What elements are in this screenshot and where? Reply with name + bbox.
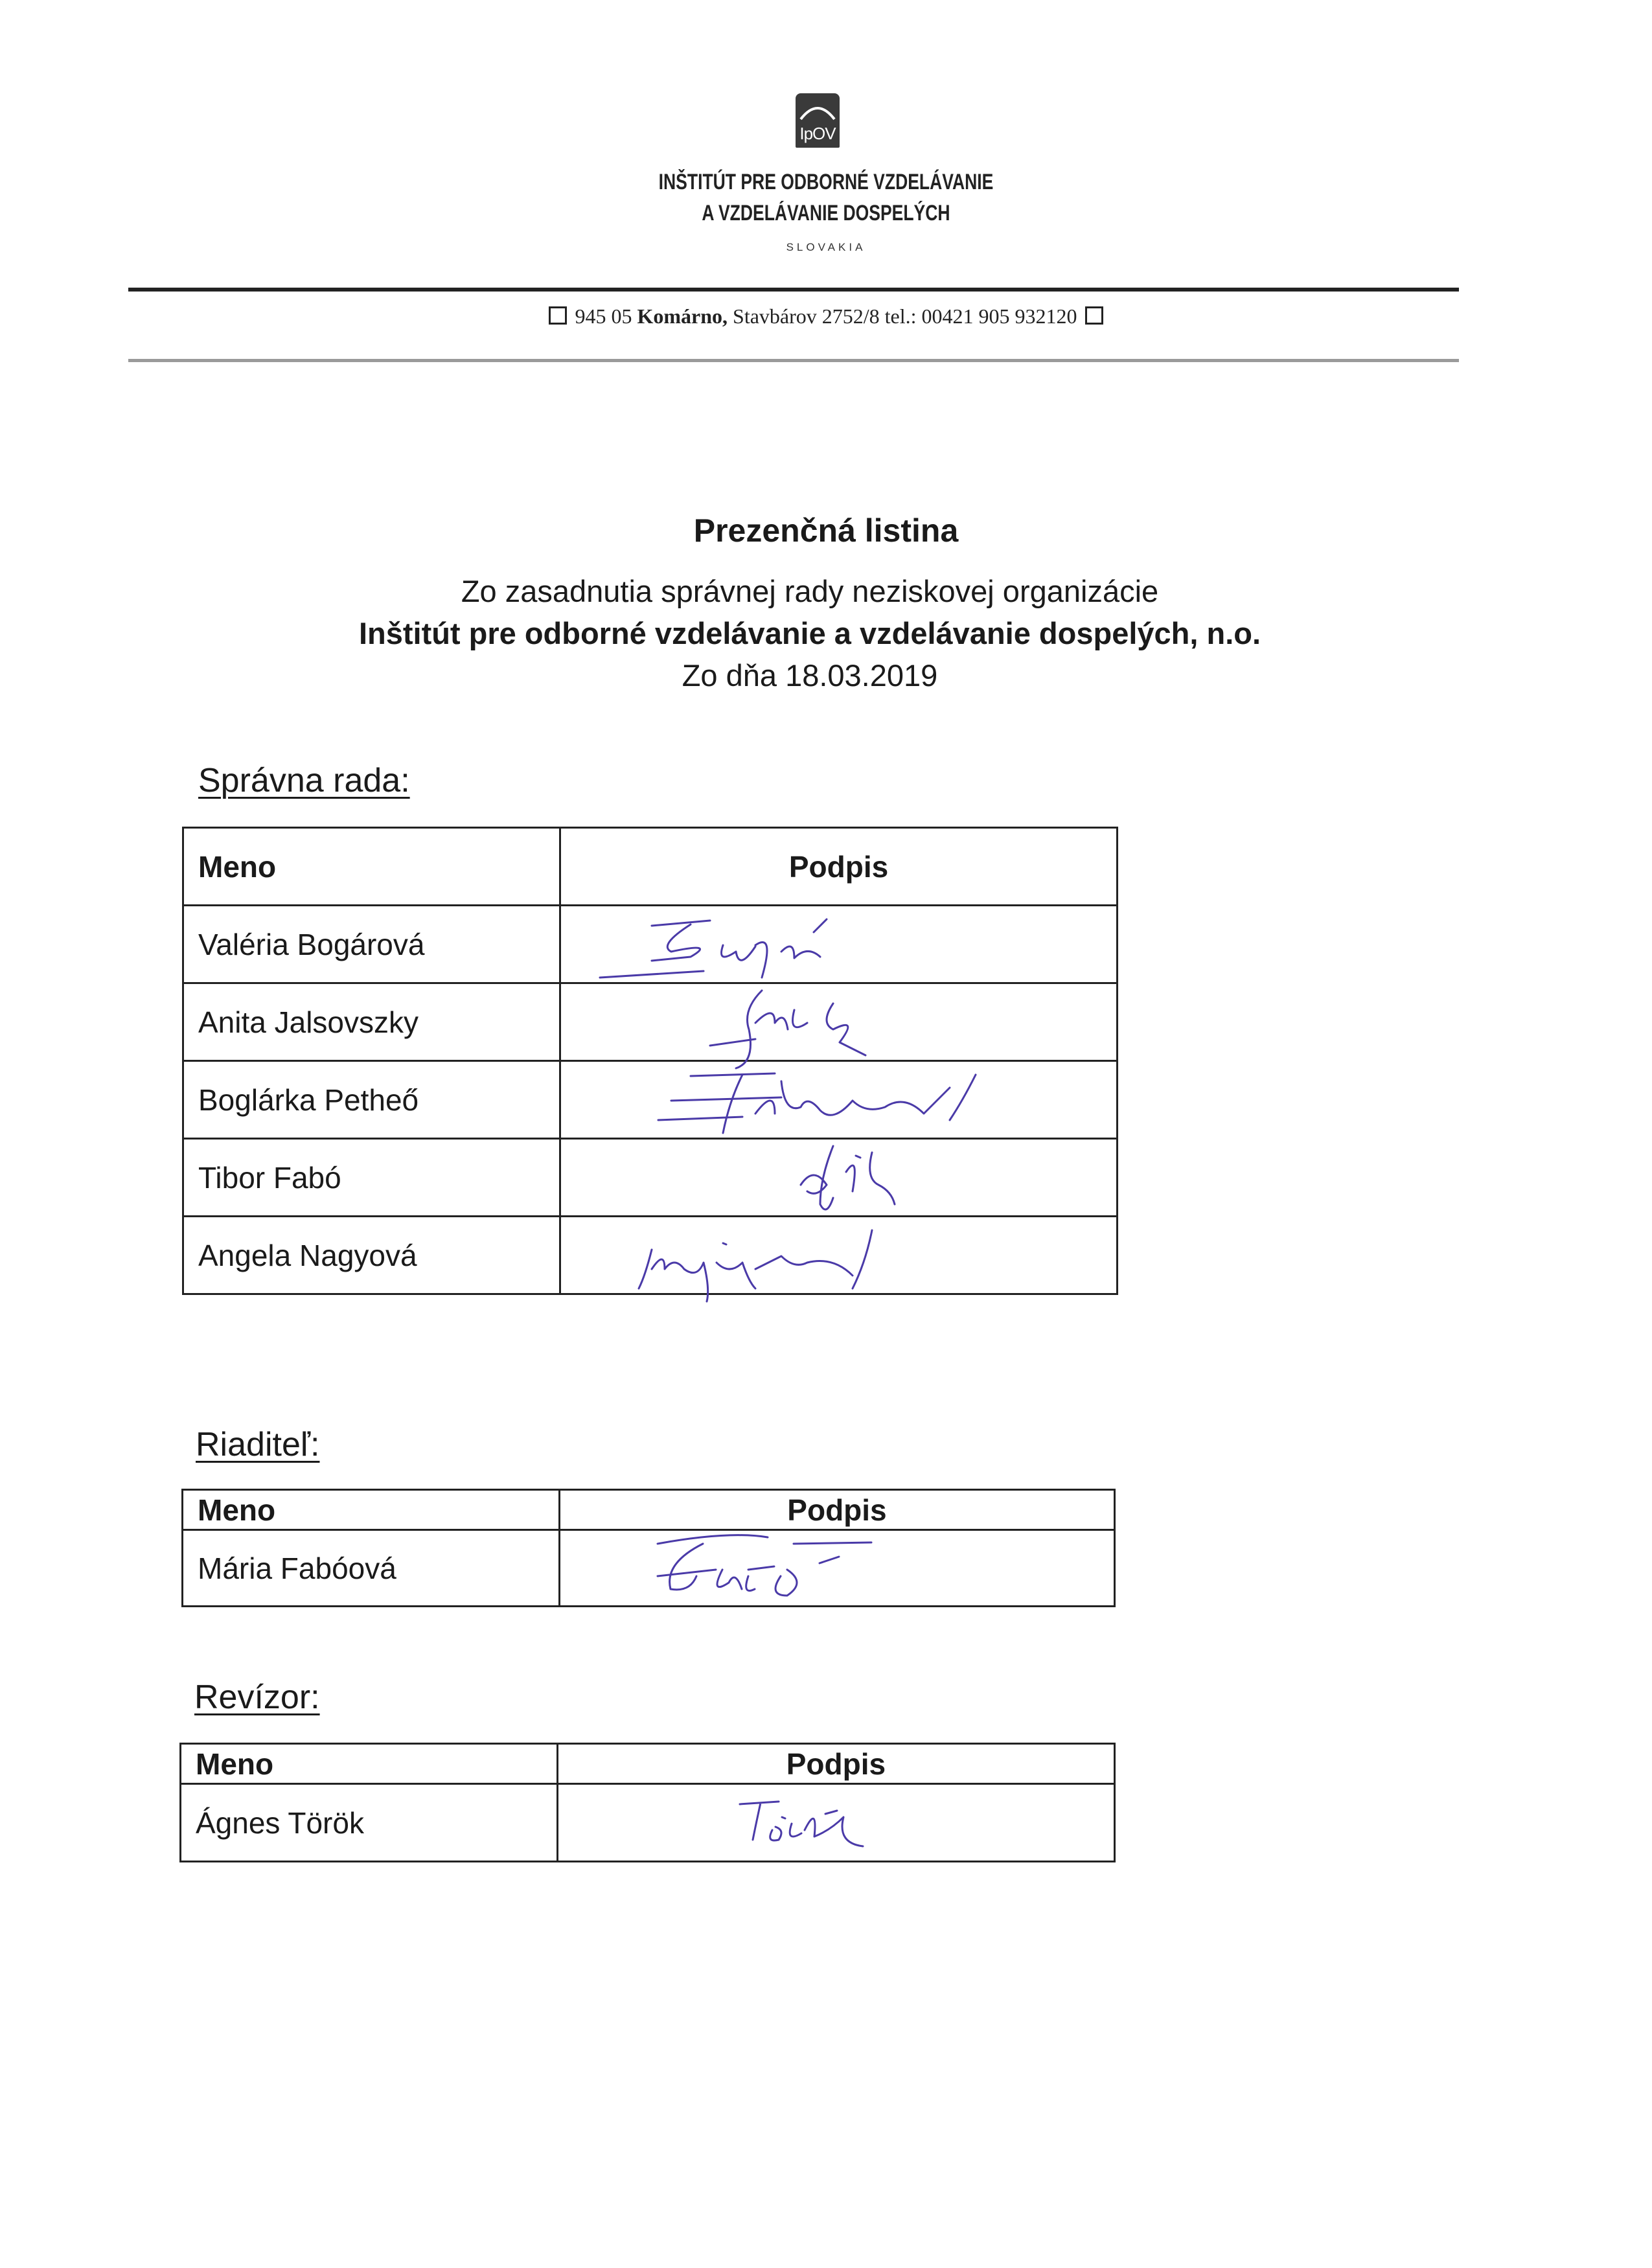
table-row: [183, 906, 1118, 983]
table-row: [183, 1061, 1118, 1139]
table-row: [183, 1530, 1115, 1607]
member-name: Boglárka Petheő: [183, 1061, 560, 1139]
signature-cell: [560, 983, 1118, 1061]
signature-torok: [558, 1785, 1117, 1862]
header-rule-bottom: [128, 359, 1459, 362]
column-header-signature: Podpis: [559, 1490, 1114, 1530]
director-heading: Riaditeľ:: [196, 1426, 320, 1463]
member-name: Ágnes Török: [181, 1784, 558, 1862]
logo-text: IpOV: [799, 124, 836, 143]
signature-cell: [560, 1217, 1118, 1294]
signature-petheo: [561, 1062, 1119, 1140]
member-name: Mária Fabóová: [183, 1530, 560, 1607]
signature-jalsovszky: [561, 984, 1119, 1062]
member-name: Valéria Bogárová: [183, 906, 560, 983]
document-subtitle-1: Zo zasadnutia správnej rady neziskovej organizácie: [461, 574, 1159, 608]
signature-cell: [557, 1784, 1114, 1862]
signature-cell: [560, 1139, 1118, 1217]
table-header-row: [181, 1744, 1115, 1784]
auditor-heading: Revízor:: [194, 1678, 320, 1716]
table-row: [183, 1139, 1118, 1217]
column-header-name: Meno: [181, 1744, 558, 1784]
column-header-name: Meno: [183, 828, 560, 906]
bullet-box-icon: [549, 306, 567, 325]
bullet-box-icon: [1085, 306, 1103, 325]
country-label: SLOVAKIA: [786, 241, 866, 253]
signature-cell: [560, 1061, 1118, 1139]
signature-fabo: [561, 1140, 1119, 1217]
signature-faboova: [560, 1531, 1117, 1607]
column-header-signature: Podpis: [557, 1744, 1114, 1784]
director-table: [181, 1489, 1116, 1607]
table-row: [183, 1217, 1118, 1294]
address-city: Komárno,: [637, 304, 728, 328]
address-line: [453, 304, 1199, 328]
table-header-row: [183, 1490, 1115, 1530]
member-name: Angela Nagyová: [183, 1217, 560, 1294]
column-header-name: Meno: [183, 1490, 560, 1530]
signature-cell: [560, 906, 1118, 983]
address-postcode: 945 05: [575, 304, 632, 328]
table-row: [181, 1784, 1115, 1862]
document-subtitle-2: Inštitút pre odborné vzdelávanie a vzdelávanie dospelých, n.o.: [358, 616, 1261, 650]
institute-name-line1: INŠTITÚT PRE ODBORNÉ VZDELÁVANIE: [658, 170, 994, 194]
signature-nagyova: [561, 1217, 1119, 1295]
address-rest: Stavbárov 2752/8 tel.: 00421 905 932120: [733, 304, 1077, 328]
member-name: Tibor Fabó: [183, 1139, 560, 1217]
document-title: Prezenčná listina: [693, 512, 959, 549]
document-date: Zo dňa 18.03.2019: [682, 658, 938, 693]
board-heading: Správna rada:: [198, 762, 410, 799]
institute-logo: [796, 93, 840, 148]
table-header-row: [183, 828, 1118, 906]
institute-name-line2: A VZDELÁVANIE DOSPELÝCH: [702, 201, 950, 225]
table-row: [183, 983, 1118, 1061]
signature-cell: [559, 1530, 1114, 1607]
signature-bogarova: [561, 906, 1119, 984]
member-name: Anita Jalsovszky: [183, 983, 560, 1061]
board-table: [182, 827, 1118, 1295]
auditor-table: [179, 1743, 1116, 1862]
header-rule-top: [128, 288, 1459, 292]
column-header-signature: Podpis: [560, 828, 1118, 906]
